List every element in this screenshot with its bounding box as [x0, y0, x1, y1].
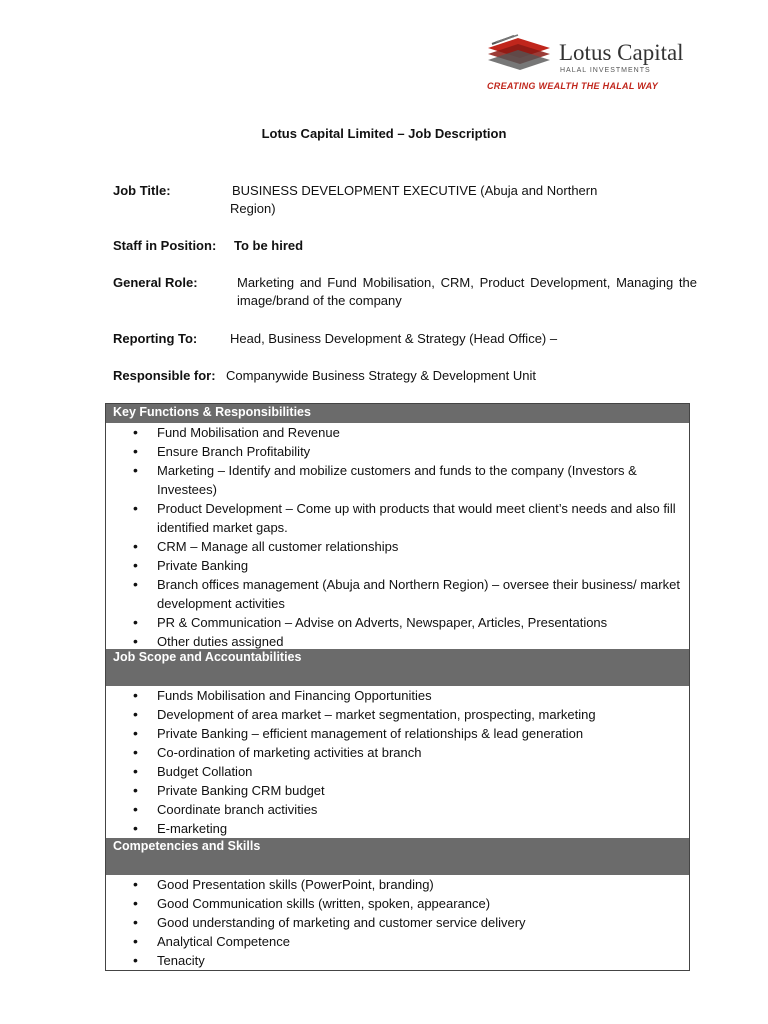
list-item: • Private Banking — [157, 556, 689, 575]
key-functions-heading: Key Functions & Responsibilities — [106, 404, 689, 423]
list-item: • Development of area market – market segmentation, prospecting, marketing — [157, 705, 689, 724]
list-item: • CRM – Manage all customer relationships — [157, 537, 689, 556]
responsible-for-value: Companywide Business Strategy & Development Unit — [226, 368, 536, 383]
staff-in-position-label: Staff in Position: — [113, 238, 217, 253]
list-item: • Fund Mobilisation and Revenue — [157, 423, 689, 442]
list-item: • Co-ordination of marketing activities at branch — [157, 743, 689, 762]
list-item: • PR & Communication – Advise on Adverts, Newspaper, Articles, Presentations — [157, 613, 689, 632]
logo-tagline: CREATING WEALTH THE HALAL WAY — [487, 81, 659, 91]
job-scope-heading: Job Scope and Accountabilities — [106, 649, 689, 686]
general-role-value: Marketing and Fund Mobilisation, CRM, Product Development, Managing the image/brand of the company — [237, 275, 697, 308]
company-logo — [484, 34, 699, 94]
list-item: • Tenacity — [157, 951, 689, 970]
list-item: • Good understanding of marketing and customer service delivery — [157, 913, 689, 932]
list-item: • E-marketing — [157, 819, 689, 838]
job-scope-list — [106, 686, 689, 838]
reporting-to-value: Head, Business Development & Strategy (Head Office) – — [230, 331, 558, 346]
responsibilities-table — [105, 403, 690, 971]
lotus-logo-icon — [484, 34, 554, 74]
list-item: • Budget Collation — [157, 762, 689, 781]
job-title-value: BUSINESS DEVELOPMENT EXECUTIVE (Abuja and Northern Region) — [230, 183, 598, 216]
responsible-for-label: Responsible for: — [113, 368, 216, 383]
staff-in-position-value: To be hired — [234, 238, 304, 253]
document-title: Lotus Capital Limited – Job Description — [261, 126, 507, 141]
list-item: • Ensure Branch Profitability — [157, 442, 689, 461]
competencies-heading: Competencies and Skills — [106, 838, 689, 875]
list-item: • Marketing – Identify and mobilize customers and funds to the company (Investors & Investees) — [157, 461, 689, 499]
general-role-label: General Role: — [113, 275, 198, 290]
list-item: • Good Communication skills (written, spoken, appearance) — [157, 894, 689, 913]
list-item: • Other duties assigned — [157, 632, 689, 651]
list-item: • Branch offices management (Abuja and Northern Region) – oversee their business/ market development activities — [157, 575, 689, 613]
job-title-label: Job Title: — [113, 183, 171, 198]
list-item: • Private Banking – efficient management of relationships & lead generation — [157, 724, 689, 743]
list-item: • Good Presentation skills (PowerPoint, branding) — [157, 875, 689, 894]
key-functions-list — [106, 423, 689, 651]
list-item: • Product Development – Come up with products that would meet client’s needs and also fill identified market gaps. — [157, 499, 689, 537]
list-item: • Funds Mobilisation and Financing Opportunities — [157, 686, 689, 705]
list-item: • Coordinate branch activities — [157, 800, 689, 819]
competencies-list — [106, 875, 689, 970]
list-item: • Analytical Competence — [157, 932, 689, 951]
list-item: • Private Banking CRM budget — [157, 781, 689, 800]
logo-subtitle: HALAL INVESTMENTS — [560, 67, 651, 74]
logo-company-name: Lotus Capital — [559, 40, 684, 65]
reporting-to-label: Reporting To: — [113, 331, 198, 346]
